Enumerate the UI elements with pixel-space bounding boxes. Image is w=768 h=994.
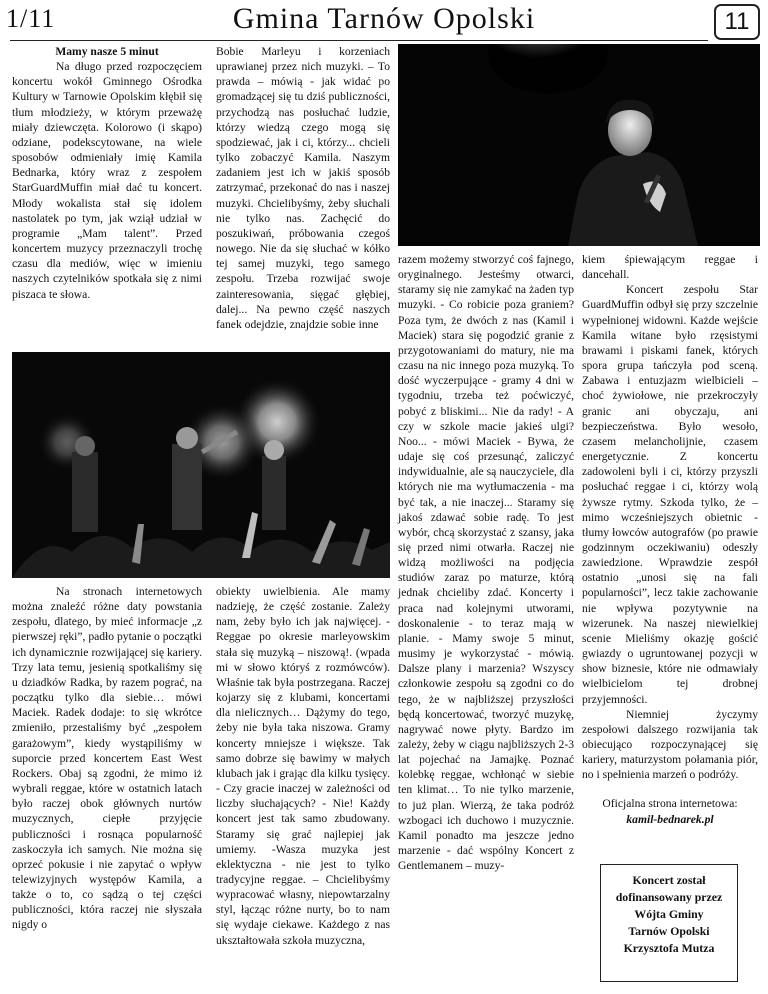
photo-singer-on-stage [398, 44, 760, 246]
article-paragraph: razem możemy stworzyć coś fajnego, oryginalnego. Jesteśmy otwarci, staramy się nie zamykać na żaden typ muzyki. - Co robicie poza graniem? Poza tym, że dwóch z nas (Kamil i Maciek) stara się pogodzić granie z przygotowaniami do matury, nie ma czasu na nic innego poza muzyką. To dość wyczerpujące - gramy 4 dni w tygodniu, trzeba też poćwiczyć, pobyć z bliskimi... Nie da rady! - A czy w szkole macie jakieś ulgi? Noo... - mówi Maciek - Bywa, że udaje się coś przesunąć, zaliczyć indywidualnie, ale są nauczyciele, dla których nie ma wytłumaczenia - ma być tak, a nie inaczej... Staramy się jakoś zdawać sobie radę. To jest wybór, chcą skorzystać z szansy, jaka się przed nimi otwarła. Raczej nie widzą możliwości na podjęcia studiów zaraz po maturze, którą jednak chcieliby zdać. Koncerty i praca nad kolejnymi utworami, doskonalenie - to teraz mają w planie. - Mamy swoje 5 minut, musimy je wykorzystać - mówią. Dalsze plany i marzenia? Wszyscy członkowie zespołu są zgodni co do tego, że w najbliższej przyszłości będą koncertować, tworzyć muzykę, nagrywać nowe płyty. Bardzo im zależy, żeby w ciągu najbliższych 2-3 lat pojechać na Jamajkę. Poznać kolebkę reggae, wchłonąć w siebie ten klimat… To nie tylko marzenie, to już plan. Wierzą, że taka podróż wzbogaci ich duchowo i muzycznie. Kamil ponadto ma jeszcze jedno marzenie - dać wspólny Koncert z Gentlemanem – muzy- [398, 253, 574, 873]
article-intro-paragraph: Na długo przed rozpoczęciem koncertu wokół Gminnego Ośrodka Kultury w Tarnowie Opolskim kłębił się tłum młodzieży, w którym przeważę miały dziewczęta. Kolorowo (i skąpo) odziane, podekscytowane, na wiele sposobów odmieniały imię Kamila Bednarka, który wraz z zespołem StarGuardMuffin miał dać tu koncert. Młody wokalista stał się idolem nastolatek po tym, jak wziął udział w programie „Mam talent”. Przed koncertem muzycy przeznaczyli trochę czasu dla mediów, więc w imieniu naszych czytelników spotkała się z nimi piszaca te słowa. [12, 60, 202, 301]
article-paragraph: kiem śpiewającym reggae i dancehall. [582, 253, 758, 282]
newsletter-title: Gmina Tarnów Opolski [232, 2, 536, 35]
article-column-2-bottom [216, 584, 390, 986]
article-column-3 [398, 252, 574, 986]
funding-line: dofinansowany przez [615, 890, 723, 904]
article-headline: Mamy nasze 5 minut [55, 45, 159, 58]
photo-band-and-crowd [12, 352, 390, 578]
article-column-1-bottom [12, 584, 202, 986]
article-column-2-top [216, 44, 390, 344]
article-paragraph: Niemniej życzymy zespołowi dalszego rozwijania tak obiecująco rozpoczynającej się kariery, maturzystom połamania piór, no i spełnienia marzeń o podróży. [582, 707, 758, 782]
article-paragraph: obiekty uwielbienia. Ale mamy nadzieję, że część zostanie. Zależy nam, żeby było ich jak najwięcej. - Reggae po okresie marleyowskim stała się muzyką – niszową!. (wpada mi w słowo któryś z rozmówców). Właśnie tak była postrzegana. Raczej kojarzy się z klubami, koncertami dla nielicznych… Dążymy do tego, żeby nie była taka niszowa. Gramy koncerty mniejsze i większe. Tak samo dobrze się bawimy w małych klubach jak i grając dla kilku tysięcy. - Czy gracie inaczej w zależności od liczby słuchających? - Nie! Każdy koncert jest tak samo zbudowany. Staramy się grać najlepiej jak umiemy. -Wasza muzyka jest eklektyczna - nie jest to tylko tradycyjne reggae. – Chcielibyśmy wypracować własny, niepowtarzalny styl, łącząc różne nurty, bo to nam się wydaje ciekawe. Każdego z nas ukształtowała szkoła muzyczna, [216, 585, 390, 947]
article-column-4 [582, 252, 758, 862]
page-number-box: 11 [714, 4, 760, 40]
article-paragraph: Koncert zespołu Star GuardMuffin odbył się przy szczelnie wypełnionej widowni. Każde wejście Kamila witane było rzęsistymi brawami i piskami fanek, których spora grupa tańczyła pod sceną. Zabawa i entuzjazm wielbicieli – choć żywiołowe, nie przekroczyły granic ani obyczaju, ani bezpieczeństwa. Było wesoło, czasem melancholijnie, czasem energetycznie. Z koncertu zadowoleni byli i ci, którzy przyszli posłuchać reggae i ci, którzy wolą żywsze rytmy. Szkoda tylko, że – mimo wcześniejszych obietnic - tłumy łowców autografów (po prawie godzinnym oczekiwaniu) odeszły zawiedzione. Wprawdzie zespół ostatnio „unosi się na fali popularności”, lecz takie zachowanie nie wpływa pozytywnie na wizerunek. Na naszej niewielkiej scenie Mieliśmy okazję gościć gwiazdy o ugruntowanej pozycji w show biznesie, które nie odmawiały wielbicielom tej drobnej przyjemności. [582, 283, 758, 706]
article-intro-column [12, 44, 202, 344]
funding-line: Wójta Gminy [634, 907, 704, 921]
website-label: Oficjalna strona internetowa: [602, 797, 738, 811]
funding-line: Tarnów Opolski [628, 924, 710, 938]
funding-line: Koncert został [632, 873, 706, 887]
website-info [582, 796, 758, 826]
website-link[interactable]: kamil-bednarek.pl [626, 812, 714, 826]
singer-photo-illustration [398, 44, 760, 246]
header-rule [10, 40, 708, 41]
funding-line: Krzysztofa Mutza [623, 941, 715, 955]
funding-info-box [600, 864, 738, 982]
page-header [0, 0, 768, 48]
issue-number: 1/11 [6, 4, 56, 33]
concert-photo-illustration [12, 352, 390, 578]
article-paragraph: Na stronach internetowych można znaleźć różne daty powstania zespołu, dlatego, by mieć informacje „z pierwszej ręki”, padło pytanie o początki ich dynamicznie rozwijającej się kariery. Trzy lata temu, jesienią spotkaliśmy się u dziadków Radka, by razem pograć, na początku tylko dla siebie… mówi Maciek. Radek dodaje: to się wkrótce zmieniło, przestaliśmy być „zespołem garażowym”, kiedy wystąpiliśmy w suporcie przed koncertem East West Rockers. Obaj są zgodni, że mimo iż wybrali reggae, które w ostatnich latach było raczej obok głównych nurtów muzycznych, ciepłe przyjęcie publiczności i rosnąca popularność zaskoczyła ich samych. Nie można się oprzeć pokusie i nie zapytać o wpływ telewizyjnych występów Kamila, a także o to, co sądzą o tej części publiczności, która raczej nie słyszała nigdy o [12, 585, 202, 932]
article-paragraph: Bobie Marleyu i korzeniach uprawianej przez nich muzyki. – To prawda – mówią - jak widać po gromadzącej się tu dziś publiczności, przychodzą nas posłuchać ludzie, którzy wiedzą czego mogą się spodziewać, jak i ci, którzy... chcieli tylko zobaczyć Kamila. Naszym zadaniem jest ich w jakiś sposób zatrzymać, przekonać do nas i naszej muzyki. Chcielibyśmy, żeby słuchali nie tylko nas. Zachęcić do poszukiwań, próbowania czegoś nowego. Nie da się słuchać w kółko tej samej muzyki, tego samego zespołu. Trzeba rozwijać swoje zainteresowania, sięgać głębiej, dalej... Na pewno część naszych fanek odejdzie, znajdzie sobie inne [216, 45, 390, 331]
